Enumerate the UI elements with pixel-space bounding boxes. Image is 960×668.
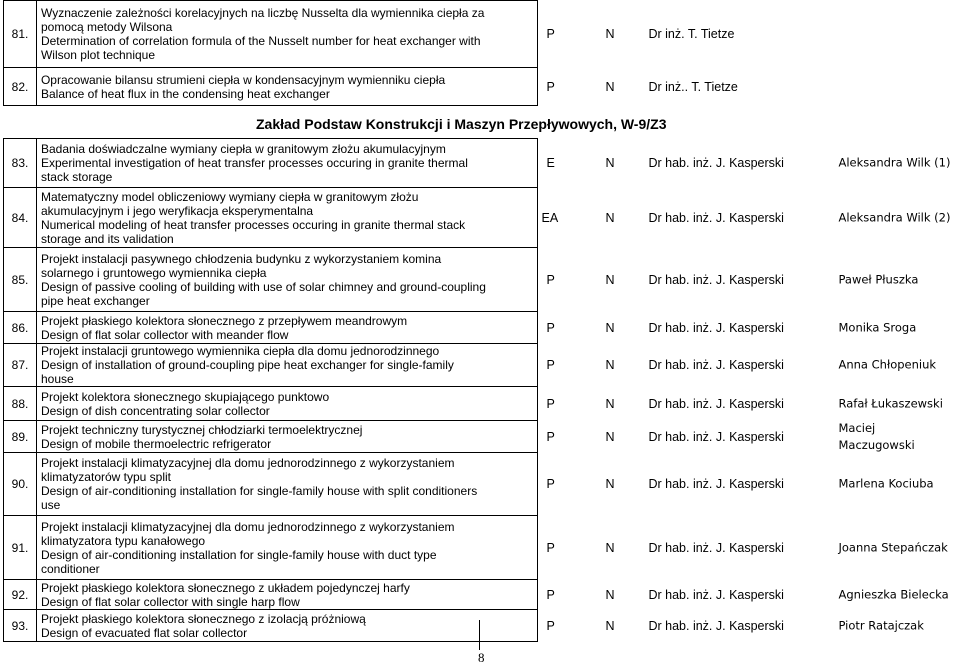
project-flag: N — [605, 320, 615, 335]
section-heading: Zakład Podstaw Konstrukcji i Maszyn Przepływowych, W-9/Z3 — [256, 116, 667, 132]
student-name — [838, 617, 923, 634]
row-number: 91. — [4, 516, 37, 580]
title-line: Experimental investigation of heat transfer processes occuring in granite thermal — [40, 156, 468, 170]
supervisor: Dr hab. inż. J. Kasperski — [648, 618, 784, 633]
title-line: Design of installation of ground-coupling pipe heat exchanger for single-family — [40, 358, 454, 372]
title-line: Projekt instalacji pasywnego chłodzenia budynku z wykorzystaniem komina — [40, 251, 442, 266]
title-line: Wyznaczenie zależności korelacyjnych na liczbę Nusselta dla wymiennika ciepła za — [40, 6, 485, 20]
project-meta — [538, 580, 960, 610]
title-line: Design of dish concentrating solar collector — [40, 403, 270, 418]
row-number: 85. — [4, 248, 37, 312]
project-title — [36, 139, 538, 188]
title-line: Badania doświadczalne wymiany ciepła w granitowym złożu akumulacyjnym — [40, 142, 446, 156]
project-meta — [538, 387, 960, 421]
title-line: Numerical modeling of heat transfer processes occuring in granite thermal stack — [40, 217, 466, 232]
student-name — [838, 271, 918, 288]
project-type: P — [546, 540, 555, 555]
project-title — [36, 68, 538, 106]
project-title — [36, 421, 538, 453]
title-line: Determination of correlation formula of the Nusselt number for heat exchanger with — [40, 34, 481, 48]
title-line: klimatyzatorów typu split — [40, 470, 172, 484]
project-flag: N — [605, 358, 615, 372]
project-flag: N — [605, 477, 615, 491]
project-flag: N — [605, 618, 615, 633]
student-line: Aleksandra Wilk (1) — [838, 155, 951, 170]
supervisor: Dr hab. inż. J. Kasperski — [648, 587, 784, 602]
table-row — [4, 188, 960, 248]
supervisor: Dr hab. inż. J. Kasperski — [648, 320, 784, 335]
project-meta — [538, 1, 960, 68]
project-type: P — [546, 477, 555, 491]
project-title — [36, 387, 538, 421]
table-row — [4, 312, 960, 344]
project-meta — [538, 312, 960, 344]
title-line: conditioner — [40, 561, 100, 576]
student-line: Agnieszka Bielecka — [838, 587, 949, 601]
project-type: P — [546, 272, 555, 287]
title-line: Projekt instalacji gruntowego wymiennika ciepła dla domu jednorodzinnego — [40, 344, 440, 358]
title-line: Projekt techniczny turystycznej chłodziarki termoelektrycznej — [40, 422, 363, 437]
row-number: 93. — [4, 610, 37, 642]
project-flag: N — [605, 156, 615, 170]
table-row — [4, 421, 960, 453]
title-line: use — [40, 498, 61, 512]
row-number: 81. — [4, 1, 37, 68]
project-flag: N — [605, 210, 615, 225]
row-number: 84. — [4, 188, 37, 248]
project-type: P — [546, 320, 555, 335]
supervisor: Dr inż. T. Tietze — [648, 27, 735, 41]
title-line: Projekt płaskiego kolektora słonecznego z izolacją próżniową — [40, 611, 366, 626]
project-flag: N — [605, 79, 615, 94]
row-number: 86. — [4, 312, 37, 344]
title-line: Design of flat solar collector with meander flow — [40, 327, 289, 342]
project-meta — [538, 188, 960, 248]
row-number: 88. — [4, 387, 37, 421]
project-title — [36, 344, 538, 387]
project-flag: N — [605, 396, 615, 411]
student-line: Piotr Ratajczak — [838, 618, 924, 632]
row-number: 90. — [4, 453, 37, 516]
supervisor: Dr hab. inż. J. Kasperski — [648, 272, 784, 287]
row-number: 89. — [4, 421, 37, 453]
project-type: P — [546, 429, 555, 444]
project-flag: N — [605, 272, 615, 287]
table-row — [4, 610, 960, 642]
projects-table-top — [3, 0, 960, 106]
title-line: Design of flat solar collector with single harp flow — [40, 594, 300, 609]
table-row — [4, 453, 960, 516]
student-line: Aleksandra Wilk (2) — [838, 210, 951, 224]
title-line: solarnego i gruntowego wymiennika ciepła — [40, 265, 267, 280]
project-meta — [538, 453, 960, 516]
supervisor: Dr hab. inż. J. Kasperski — [648, 477, 784, 491]
title-line: Design of evacuated flat solar collector — [40, 625, 248, 640]
title-line: Projekt płaskiego kolektora słonecznego z przepływem meandrowym — [40, 313, 408, 328]
title-line: Design of air-conditioning installation for single-family house with split conditioners — [40, 484, 478, 498]
project-title — [36, 248, 538, 312]
supervisor: Dr hab. inż. J. Kasperski — [648, 540, 784, 555]
project-meta — [538, 248, 960, 312]
project-flag: N — [605, 587, 615, 602]
table-row — [4, 139, 960, 188]
table-row — [4, 248, 960, 312]
title-line: Design of air-conditioning installation for single-family house with duct type — [40, 547, 437, 562]
student-line: Joanna Stepańczak — [838, 540, 948, 554]
table-row — [4, 344, 960, 387]
row-number: 83. — [4, 139, 37, 188]
title-line: pomocą metody Wilsona — [40, 20, 173, 34]
student-name — [838, 357, 936, 374]
title-line: Wilson plot technique — [40, 48, 156, 62]
project-title — [36, 516, 538, 580]
title-line: Projekt płaskiego kolektora słonecznego z układem pojedynczej harfy — [40, 580, 410, 595]
student-name — [838, 539, 947, 556]
title-line: house — [40, 372, 74, 386]
project-title — [36, 453, 538, 516]
project-type: P — [546, 358, 555, 372]
supervisor: Dr inż.. T. Tietze — [648, 79, 738, 94]
student-name — [838, 476, 933, 493]
supervisor: Dr hab. inż. J. Kasperski — [648, 429, 784, 444]
title-line: Balance of heat flux in the condensing heat exchanger — [40, 86, 330, 101]
student-line: Anna Chłopeniuk — [838, 357, 937, 372]
project-type: P — [546, 27, 555, 41]
student-name — [838, 155, 950, 172]
project-flag: N — [605, 27, 615, 41]
student-line: Paweł Płuszka — [838, 272, 919, 286]
supervisor: Dr hab. inż. J. Kasperski — [648, 396, 784, 411]
project-type: P — [546, 79, 555, 94]
project-title — [36, 580, 538, 610]
title-line: Projekt kolektora słonecznego skupiającego punktowo — [40, 389, 330, 404]
title-line: pipe heat exchanger — [40, 293, 150, 308]
project-title — [36, 610, 538, 642]
project-meta — [538, 344, 960, 387]
project-type: P — [546, 618, 555, 633]
title-line: Design of passive cooling of building with use of solar chimney and ground-coupling — [40, 279, 486, 294]
table-row — [4, 580, 960, 610]
project-type: E — [546, 156, 555, 170]
project-meta — [538, 68, 960, 106]
student-name — [838, 319, 916, 336]
row-number: 92. — [4, 580, 37, 610]
title-line: Design of mobile thermoelectric refrigerator — [40, 436, 272, 451]
student-name — [838, 395, 942, 412]
supervisor: Dr hab. inż. J. Kasperski — [648, 156, 784, 170]
title-line: klimatyzatora typu kanałowego — [40, 533, 206, 548]
supervisor: Dr hab. inż. J. Kasperski — [648, 358, 784, 372]
project-title — [36, 312, 538, 344]
student-line: Monika Sroga — [838, 320, 917, 334]
table-row — [4, 387, 960, 421]
project-meta — [538, 516, 960, 580]
title-line: Projekt instalacji klimatyzacyjnej dla domu jednorodzinnego z wykorzystaniem — [40, 519, 455, 534]
project-title — [36, 1, 538, 68]
project-meta — [538, 421, 960, 453]
title-line: akumulacyjnym i jego weryfikacja eksperymentalna — [40, 203, 314, 218]
student-line: Marlena Kociuba — [838, 476, 934, 491]
page-number: 8 — [478, 650, 485, 665]
student-line: Maciej — [838, 420, 876, 435]
student-line: Rafał Łukaszewski — [838, 396, 943, 410]
project-meta — [538, 139, 960, 188]
table-row — [4, 516, 960, 580]
table-row — [4, 68, 960, 106]
title-line: Projekt instalacji klimatyzacyjnej dla domu jednorodzinnego z wykorzystaniem — [40, 456, 455, 470]
project-meta — [538, 610, 960, 642]
project-type: EA — [541, 210, 559, 225]
title-line: Matematyczny model obliczeniowy wymiany ciepła w granitowym złożu — [40, 189, 419, 204]
row-number: 82. — [4, 68, 37, 106]
project-title — [36, 188, 538, 248]
row-number: 87. — [4, 344, 37, 387]
student-line: Maczugowski — [838, 437, 915, 452]
project-flag: N — [605, 540, 615, 555]
table-row — [4, 1, 960, 68]
supervisor: Dr hab. inż. J. Kasperski — [648, 210, 784, 225]
title-line: storage and its validation — [40, 231, 174, 246]
project-flag: N — [605, 429, 615, 444]
title-line: Opracowanie bilansu strumieni ciepła w kondensacyjnym wymienniku ciepła — [40, 72, 446, 87]
project-type: P — [546, 396, 555, 411]
project-type: P — [546, 587, 555, 602]
title-line: stack storage — [40, 170, 113, 184]
projects-table-main — [3, 138, 960, 642]
student-name — [838, 586, 948, 603]
student-name — [838, 209, 950, 226]
page-divider-line — [479, 620, 480, 650]
student-name — [838, 420, 914, 454]
